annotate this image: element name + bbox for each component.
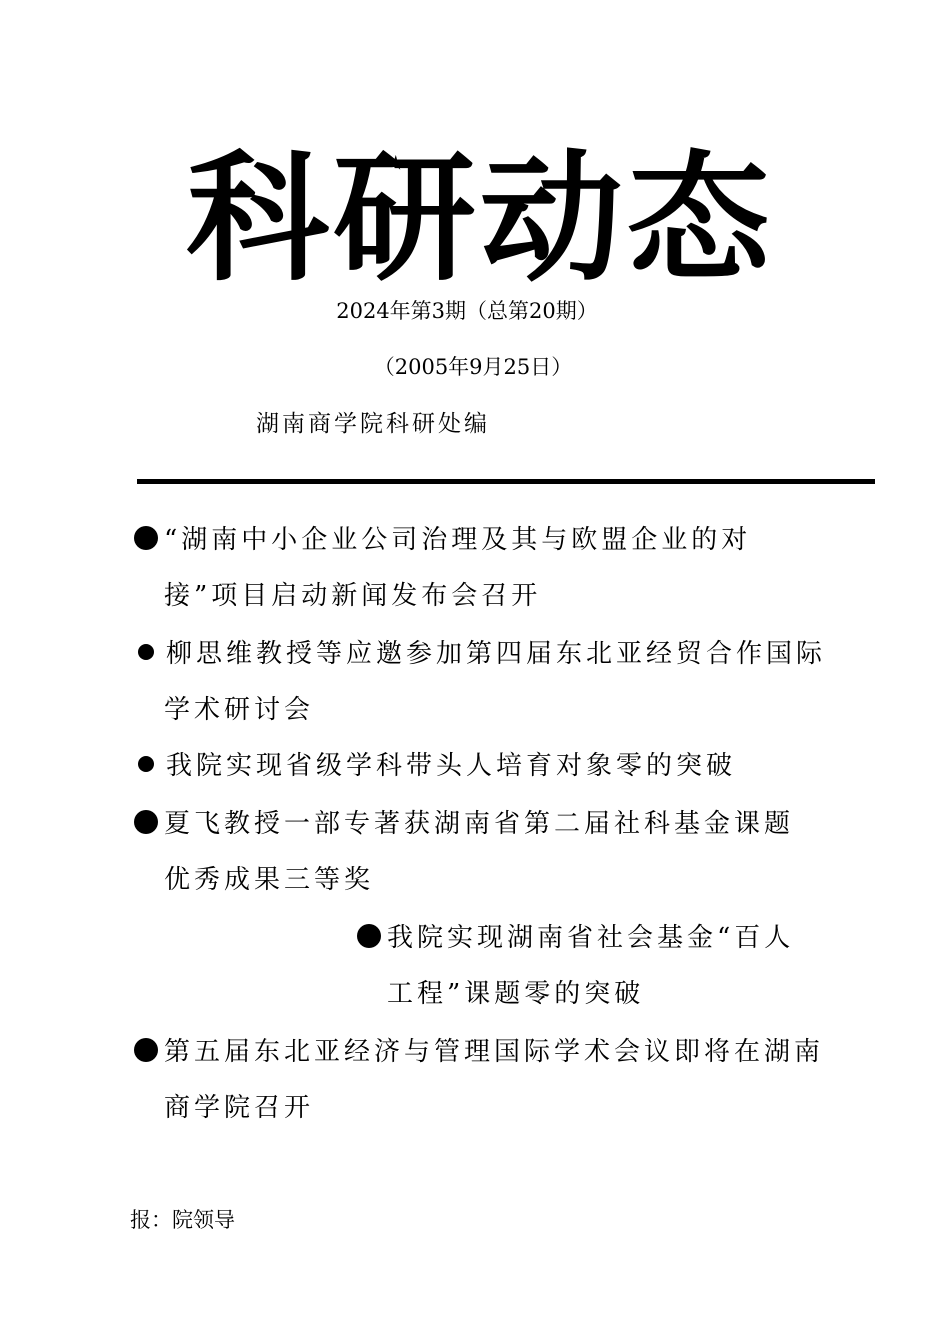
headline-text-line1: “湖南中小企业公司治理及其与欧盟企业的对 xyxy=(164,525,752,555)
headline-text-line1: 第五届东北亚经济与管理国际学术会议即将在湖南 xyxy=(164,1037,825,1067)
issue-number: 2024年第3期（总第20期） xyxy=(336,299,598,323)
headline-text-line2: 优秀成果三等奖 xyxy=(164,865,375,895)
bullet-icon xyxy=(134,526,158,550)
bullet-icon xyxy=(357,924,381,948)
headline-text-line1: 我院实现湖南省社会基金“百人 xyxy=(387,923,795,953)
headline-item xyxy=(357,910,827,1022)
report-to-line: 报：院领导 xyxy=(130,1208,235,1232)
headline-text-line2: 学术研讨会 xyxy=(164,695,315,725)
headline-text-line1: 夏飞教授一部专著获湖南省第二届社科基金课题 xyxy=(164,809,795,839)
headline-item xyxy=(134,512,834,624)
headline-item xyxy=(134,626,834,738)
headline-item xyxy=(134,796,834,908)
headline-text-line2: 商学院召开 xyxy=(164,1093,315,1123)
bullet-icon xyxy=(138,644,154,660)
editor-line: 湖南商学院科研处编 xyxy=(256,411,490,437)
headline-text-line1: 柳思维教授等应邀参加第四届东北亚经贸合作国际 xyxy=(166,639,827,669)
bullet-icon xyxy=(134,1038,158,1062)
headline-text-line2: 接”项目启动新闻发布会召开 xyxy=(164,581,542,611)
headline-text-line2: 工程”课题零的突破 xyxy=(387,979,645,1009)
headline-item xyxy=(134,738,834,794)
headline-text-line1: 我院实现省级学科带头人培育对象零的突破 xyxy=(166,751,737,781)
issue-date: （2005年9月25日） xyxy=(373,355,573,379)
bullet-icon xyxy=(138,756,154,772)
divider-rule xyxy=(137,479,875,484)
masthead-title: 科研动态 xyxy=(186,138,774,301)
bullet-icon xyxy=(134,810,158,834)
headline-item xyxy=(134,1024,834,1136)
